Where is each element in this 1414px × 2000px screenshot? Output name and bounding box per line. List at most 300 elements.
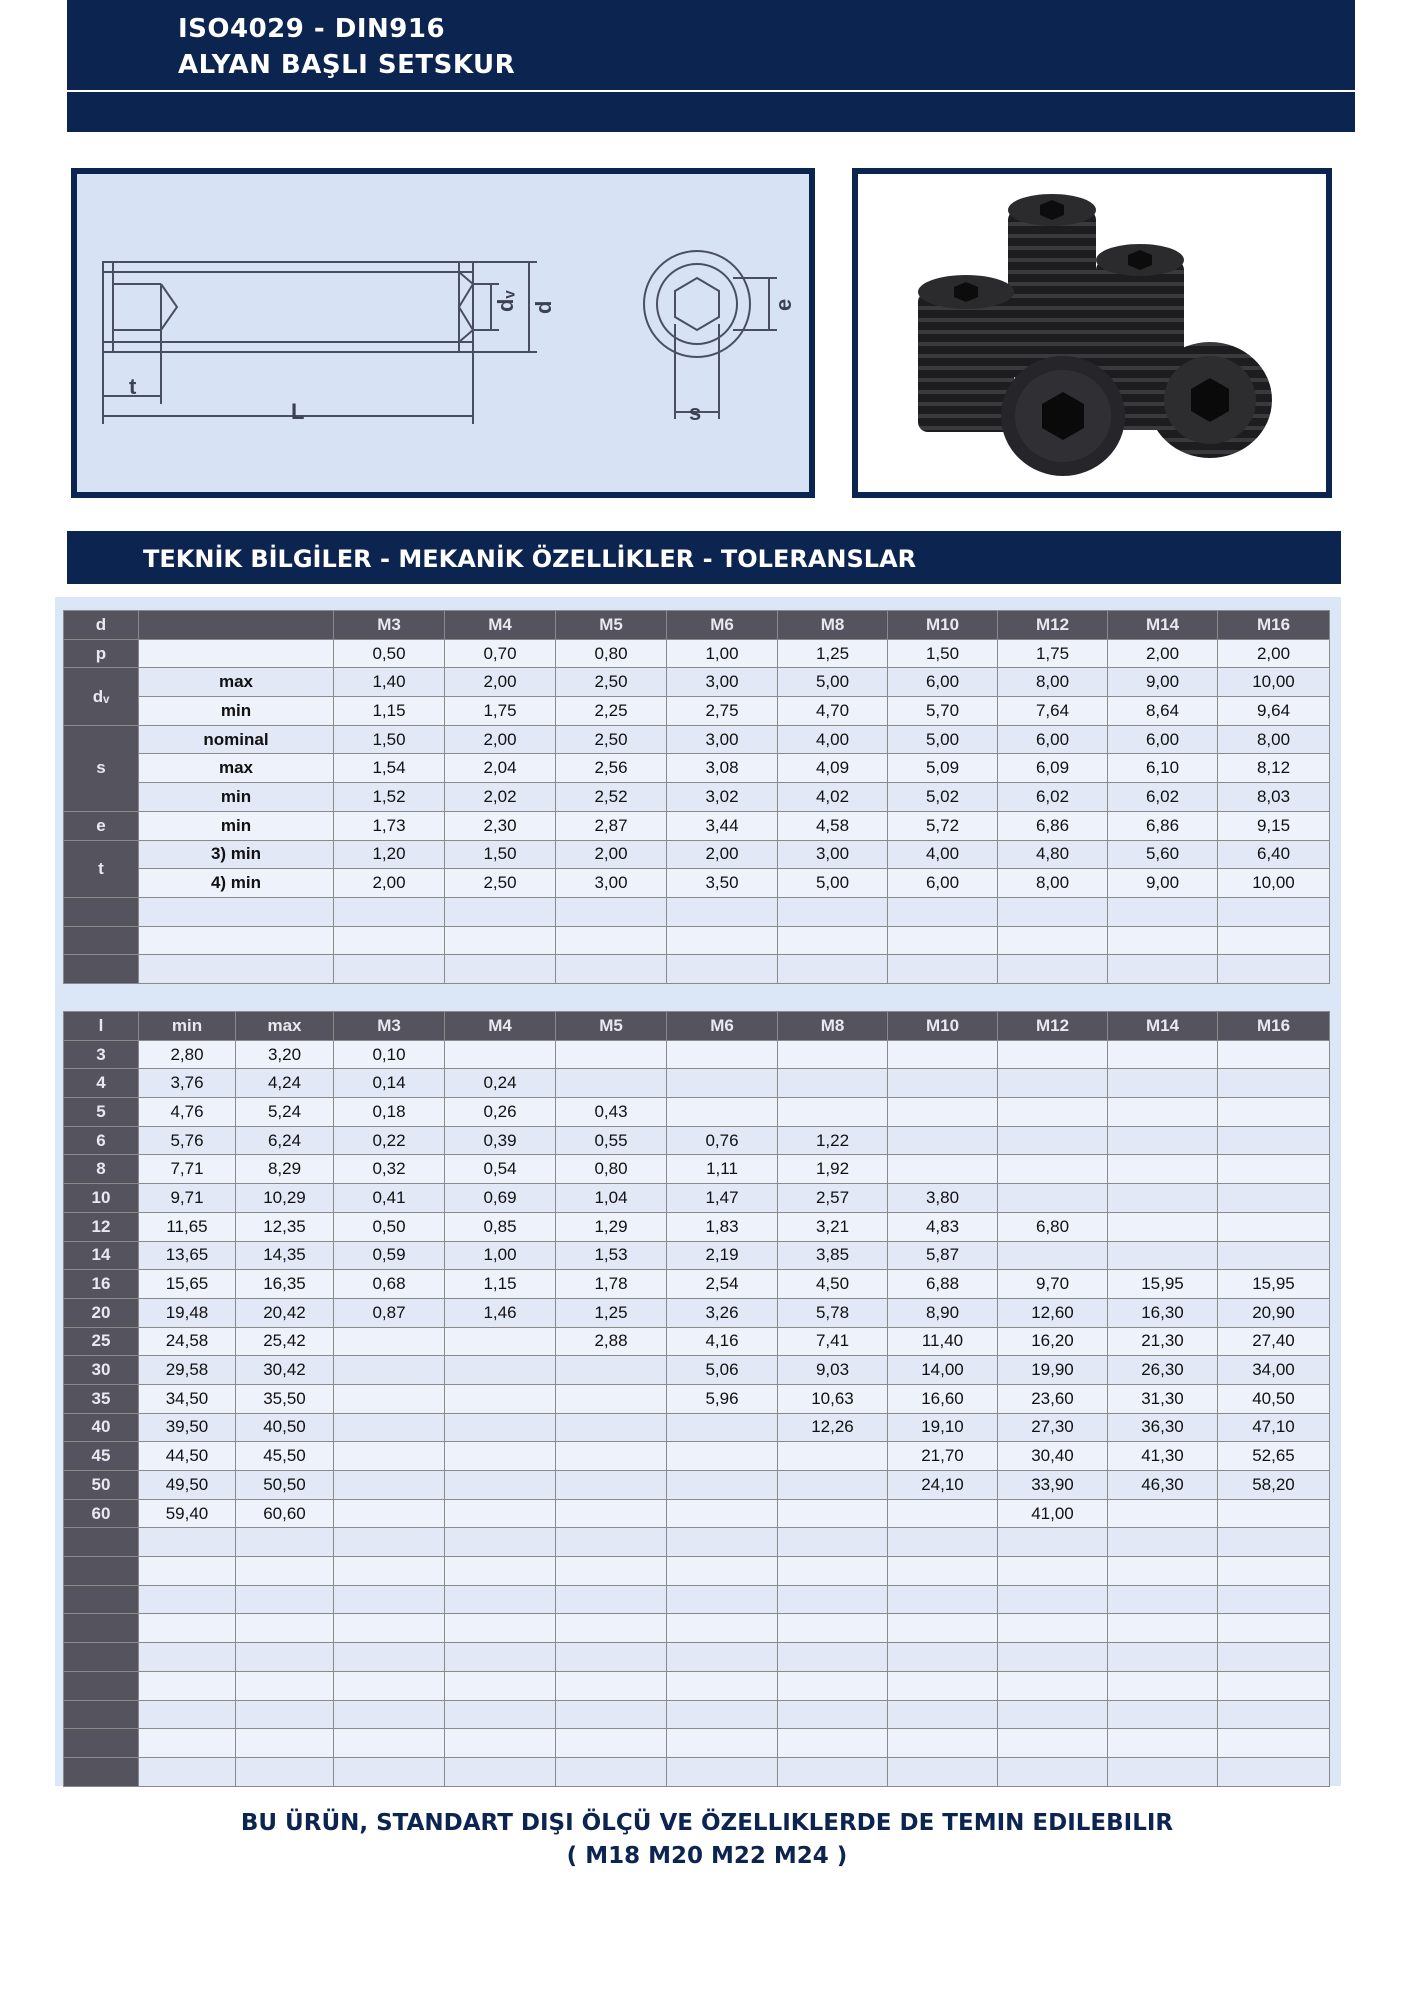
table-cell: 24,58: [139, 1327, 236, 1356]
table-cell: [778, 955, 888, 984]
table-cell: 19,48: [139, 1298, 236, 1327]
table-cell: 5,00: [888, 725, 998, 754]
header-cell: M8: [778, 1012, 888, 1041]
table-cell: 2,00: [556, 840, 667, 869]
table-cell: 21,30: [1108, 1327, 1218, 1356]
table-cell: 2,54: [667, 1270, 778, 1299]
table-cell: 0,39: [445, 1126, 556, 1155]
table-cell: 10,63: [778, 1384, 888, 1413]
table-cell: [998, 1585, 1108, 1614]
table-cell: 31,30: [1108, 1384, 1218, 1413]
table-cell: 5,70: [888, 697, 998, 726]
row-label: [64, 897, 139, 926]
table-cell: [1108, 1557, 1218, 1586]
table-cell: 11,65: [139, 1212, 236, 1241]
table-cell: [1218, 1757, 1330, 1786]
table-cell: [778, 897, 888, 926]
table-cell: 5,00: [778, 668, 888, 697]
table-cell: [998, 1614, 1108, 1643]
table-row-empty: [64, 1528, 1330, 1557]
table-cell: 0,76: [667, 1126, 778, 1155]
table-cell: 4,50: [778, 1270, 888, 1299]
table-cell: [139, 1671, 236, 1700]
row-label: 40: [64, 1413, 139, 1442]
table-header-row: [64, 611, 1330, 640]
row-label: [64, 1614, 139, 1643]
row-label: [64, 1671, 139, 1700]
table-cell: [667, 926, 778, 955]
table-row: [64, 1499, 1330, 1528]
table-cell: [1218, 1585, 1330, 1614]
table-cell: 2,75: [667, 697, 778, 726]
table-cell: 10,00: [1218, 668, 1330, 697]
row-sublabel: max: [139, 754, 334, 783]
table-cell: [667, 1040, 778, 1069]
table-cell: [445, 1528, 556, 1557]
table-cell: [334, 1471, 445, 1500]
table-cell: 41,00: [998, 1499, 1108, 1528]
table-row: [64, 1413, 1330, 1442]
table-cell: [1218, 1069, 1330, 1098]
table-cell: 3,50: [667, 869, 778, 898]
table-cell: [888, 1499, 998, 1528]
table-cell: [888, 1557, 998, 1586]
table-cell: 0,18: [334, 1098, 445, 1127]
table-cell: [1108, 1098, 1218, 1127]
table-cell: [445, 1614, 556, 1643]
set-screw-drawing: [77, 174, 809, 492]
table-cell: [334, 1528, 445, 1557]
header-divider: [67, 90, 1355, 92]
table-cell: [888, 1069, 998, 1098]
table-cell: [445, 1729, 556, 1758]
table-cell: [888, 1614, 998, 1643]
table-cell: [1108, 1528, 1218, 1557]
table-cell: 2,56: [556, 754, 667, 783]
table-cell: 39,50: [139, 1413, 236, 1442]
table-cell: 4,00: [778, 725, 888, 754]
table-cell: [445, 1327, 556, 1356]
table-cell: [998, 955, 1108, 984]
table-cell: 8,29: [236, 1155, 334, 1184]
table-cell: 1,46: [445, 1298, 556, 1327]
table-cell: 2,00: [667, 840, 778, 869]
table-cell: 16,30: [1108, 1298, 1218, 1327]
table-cell: 7,71: [139, 1155, 236, 1184]
table-row: [64, 1098, 1330, 1127]
page-title-line1: ISO4029 - DIN916: [178, 14, 446, 44]
table-row: [64, 639, 1330, 668]
table-cell: 21,70: [888, 1442, 998, 1471]
table-row: [64, 1327, 1330, 1356]
table-cell: [334, 926, 445, 955]
table-cell: 1,73: [334, 811, 445, 840]
table-cell: 2,52: [556, 783, 667, 812]
length-weight-table: [63, 1011, 1330, 1787]
table-cell: [334, 1757, 445, 1786]
table-cell: 30,42: [236, 1356, 334, 1385]
table-cell: 1,50: [445, 840, 556, 869]
table-cell: 7,41: [778, 1327, 888, 1356]
table-cell: 3,76: [139, 1069, 236, 1098]
label-t: t: [129, 374, 137, 399]
table-cell: [998, 897, 1108, 926]
table-cell: [1218, 1212, 1330, 1241]
table-cell: 3,00: [778, 840, 888, 869]
table-cell: [1108, 1212, 1218, 1241]
table-cell: [667, 1614, 778, 1643]
row-sublabel: 3) min: [139, 840, 334, 869]
header-cell: M3: [334, 611, 445, 640]
header-cell: M5: [556, 611, 667, 640]
table-cell: [888, 1528, 998, 1557]
row-sublabel: min: [139, 811, 334, 840]
table-cell: 12,60: [998, 1298, 1108, 1327]
table-cell: [1108, 1155, 1218, 1184]
row-label: 45: [64, 1442, 139, 1471]
table-cell: [667, 1471, 778, 1500]
table-cell: [139, 1585, 236, 1614]
table-cell: [998, 1069, 1108, 1098]
table-cell: 6,02: [998, 783, 1108, 812]
page-title-line2: ALYAN BAŞLI SETSKUR: [178, 50, 516, 80]
table-cell: 0,80: [556, 1155, 667, 1184]
table-row-empty: [64, 955, 1330, 984]
table-cell: 40,50: [236, 1413, 334, 1442]
table-cell: 20,90: [1218, 1298, 1330, 1327]
table-cell: 0,55: [556, 1126, 667, 1155]
table-cell: 14,00: [888, 1356, 998, 1385]
table-cell: 3,08: [667, 754, 778, 783]
table-cell: 0,54: [445, 1155, 556, 1184]
table-cell: [445, 1700, 556, 1729]
table-cell: 9,03: [778, 1356, 888, 1385]
row-label: t: [64, 840, 139, 897]
table-cell: [1108, 1069, 1218, 1098]
table-cell: 1,00: [667, 639, 778, 668]
table-cell: 0,87: [334, 1298, 445, 1327]
header-cell: [139, 611, 334, 640]
table-cell: [778, 1471, 888, 1500]
table-cell: [236, 1757, 334, 1786]
technical-drawing-panel: [71, 168, 815, 498]
table-cell: [445, 1557, 556, 1586]
row-label: 20: [64, 1298, 139, 1327]
table-cell: [556, 1384, 667, 1413]
table-cell: [778, 1499, 888, 1528]
table-cell: 9,00: [1108, 668, 1218, 697]
dimensions-table: [63, 610, 1330, 984]
table-cell: 6,09: [998, 754, 1108, 783]
table-cell: 2,25: [556, 697, 667, 726]
table-cell: 1,15: [334, 697, 445, 726]
table-row: [64, 1212, 1330, 1241]
label-s: s: [689, 400, 702, 425]
table-cell: 1,50: [334, 725, 445, 754]
table-cell: 8,64: [1108, 697, 1218, 726]
table-cell: 16,60: [888, 1384, 998, 1413]
table-cell: 47,10: [1218, 1413, 1330, 1442]
table-cell: [667, 1413, 778, 1442]
table-cell: 1,54: [334, 754, 445, 783]
table-cell: [888, 1585, 998, 1614]
table-cell: 12,26: [778, 1413, 888, 1442]
table-cell: 2,00: [445, 668, 556, 697]
table-cell: [139, 955, 334, 984]
table-cell: 3,85: [778, 1241, 888, 1270]
header-cell: M16: [1218, 1012, 1330, 1041]
table-cell: 6,86: [998, 811, 1108, 840]
table-cell: 8,00: [998, 668, 1108, 697]
table-cell: [556, 1471, 667, 1500]
table-cell: [445, 1442, 556, 1471]
table-row-empty: [64, 1643, 1330, 1672]
row-sublabel: max: [139, 668, 334, 697]
table-cell: [334, 1671, 445, 1700]
table-cell: 0,24: [445, 1069, 556, 1098]
table-cell: 27,40: [1218, 1327, 1330, 1356]
table-cell: [1108, 1499, 1218, 1528]
table-cell: 4,00: [888, 840, 998, 869]
table-cell: [1108, 1614, 1218, 1643]
table-cell: [445, 1384, 556, 1413]
table-cell: 5,09: [888, 754, 998, 783]
table-cell: [667, 1729, 778, 1758]
table-cell: 3,00: [667, 668, 778, 697]
table-cell: 1,52: [334, 783, 445, 812]
table-cell: 3,00: [556, 869, 667, 898]
label-L: L: [291, 399, 305, 424]
table-cell: [998, 1671, 1108, 1700]
table-cell: [334, 1499, 445, 1528]
table-cell: [667, 1069, 778, 1098]
table-cell: [667, 1700, 778, 1729]
table-row: [64, 1126, 1330, 1155]
table-cell: [556, 1671, 667, 1700]
table-cell: [334, 1729, 445, 1758]
row-label: p: [64, 639, 139, 668]
table-cell: 1,25: [556, 1298, 667, 1327]
table-cell: 2,00: [445, 725, 556, 754]
table-cell: [556, 1413, 667, 1442]
table-cell: [334, 1585, 445, 1614]
table-cell: 4,80: [998, 840, 1108, 869]
table-cell: [236, 1528, 334, 1557]
row-label: [64, 1700, 139, 1729]
table-cell: 40,50: [1218, 1384, 1330, 1413]
table-cell: 6,88: [888, 1270, 998, 1299]
header-cell: M5: [556, 1012, 667, 1041]
table-cell: [778, 1098, 888, 1127]
table-cell: [998, 926, 1108, 955]
table-cell: [1218, 1700, 1330, 1729]
row-label: [64, 955, 139, 984]
table-cell: 0,85: [445, 1212, 556, 1241]
table-cell: [1108, 1729, 1218, 1758]
table-cell: [888, 897, 998, 926]
row-label: [64, 1757, 139, 1786]
table-row: [64, 668, 1330, 697]
table-cell: 34,50: [139, 1384, 236, 1413]
table-cell: [778, 926, 888, 955]
header-cell: max: [236, 1012, 334, 1041]
table-row: [64, 1069, 1330, 1098]
row-label: 30: [64, 1356, 139, 1385]
row-label: 60: [64, 1499, 139, 1528]
table-cell: [445, 1356, 556, 1385]
table-cell: [1218, 1040, 1330, 1069]
table-cell: [1108, 1184, 1218, 1213]
table-cell: 0,10: [334, 1040, 445, 1069]
table-cell: [998, 1155, 1108, 1184]
table-cell: 14,35: [236, 1241, 334, 1270]
table-row: [64, 783, 1330, 812]
table-row-empty: [64, 1729, 1330, 1758]
table-cell: [1108, 1585, 1218, 1614]
table-cell: 6,02: [1108, 783, 1218, 812]
table-cell: [778, 1040, 888, 1069]
table-cell: 2,00: [334, 869, 445, 898]
table-cell: [1108, 897, 1218, 926]
table-cell: 5,87: [888, 1241, 998, 1270]
table-cell: [778, 1729, 888, 1758]
header-cell: M14: [1108, 611, 1218, 640]
table-cell: [998, 1757, 1108, 1786]
table-cell: [334, 1442, 445, 1471]
table-cell: [556, 1643, 667, 1672]
table-cell: [139, 926, 334, 955]
table-cell: [778, 1442, 888, 1471]
table-cell: [139, 1729, 236, 1758]
table-cell: [778, 1700, 888, 1729]
row-sublabel: nominal: [139, 725, 334, 754]
table-cell: [445, 897, 556, 926]
table-cell: 11,40: [888, 1327, 998, 1356]
table-cell: [556, 926, 667, 955]
table-cell: [1108, 1757, 1218, 1786]
table-cell: 6,00: [888, 668, 998, 697]
table-cell: [1218, 1614, 1330, 1643]
table-cell: 4,24: [236, 1069, 334, 1098]
table-cell: 1,75: [998, 639, 1108, 668]
label-d: d: [531, 300, 556, 314]
table-row: [64, 811, 1330, 840]
table-cell: [1218, 897, 1330, 926]
table-cell: 9,00: [1108, 869, 1218, 898]
table-cell: 10,00: [1218, 869, 1330, 898]
table-row: [64, 1471, 1330, 1500]
section-title-bar: [67, 531, 1341, 584]
table-cell: 0,50: [334, 1212, 445, 1241]
table-cell: 41,30: [1108, 1442, 1218, 1471]
table-row: [64, 754, 1330, 783]
table-cell: [888, 1757, 998, 1786]
row-label: e: [64, 811, 139, 840]
table-row-empty: [64, 1585, 1330, 1614]
table-cell: 4,16: [667, 1327, 778, 1356]
table-cell: [998, 1729, 1108, 1758]
table-cell: 5,02: [888, 783, 998, 812]
table-cell: 10,29: [236, 1184, 334, 1213]
table-cell: 44,50: [139, 1442, 236, 1471]
table-cell: 3,26: [667, 1298, 778, 1327]
table-cell: 2,50: [556, 668, 667, 697]
table-cell: 9,70: [998, 1270, 1108, 1299]
table-cell: 1,40: [334, 668, 445, 697]
table-row-empty: [64, 1557, 1330, 1586]
table-cell: 6,00: [888, 869, 998, 898]
table-cell: 6,80: [998, 1212, 1108, 1241]
table-header-row: [64, 1012, 1330, 1041]
row-label: [64, 1729, 139, 1758]
table-cell: [888, 926, 998, 955]
table-cell: [1218, 955, 1330, 984]
row-label: 12: [64, 1212, 139, 1241]
table-cell: 2,57: [778, 1184, 888, 1213]
table-cell: [556, 1040, 667, 1069]
table-cell: 33,90: [998, 1471, 1108, 1500]
table-cell: 2,02: [445, 783, 556, 812]
table-cell: [667, 1643, 778, 1672]
table-cell: 1,75: [445, 697, 556, 726]
table-cell: [998, 1700, 1108, 1729]
table-cell: [998, 1643, 1108, 1672]
table-cell: 19,90: [998, 1356, 1108, 1385]
table-cell: 24,10: [888, 1471, 998, 1500]
header-cell: d: [64, 611, 139, 640]
table-cell: [1218, 1499, 1330, 1528]
table-cell: 5,78: [778, 1298, 888, 1327]
row-label: 8: [64, 1155, 139, 1184]
table-cell: 3,02: [667, 783, 778, 812]
table-cell: 1,11: [667, 1155, 778, 1184]
table-row: [64, 1184, 1330, 1213]
table-cell: [667, 1585, 778, 1614]
table-cell: [556, 1557, 667, 1586]
table-cell: [139, 1757, 236, 1786]
table-cell: 59,40: [139, 1499, 236, 1528]
table-cell: [556, 1528, 667, 1557]
table-cell: [556, 1700, 667, 1729]
header-cell: M14: [1108, 1012, 1218, 1041]
table-cell: [139, 1557, 236, 1586]
table-cell: 2,00: [1108, 639, 1218, 668]
set-screws-photo: [858, 174, 1326, 492]
footer-sizes: ( M18 M20 M22 M24 ): [566, 1843, 848, 1869]
table-cell: 2,19: [667, 1241, 778, 1270]
table-cell: 3,21: [778, 1212, 888, 1241]
table-cell: 1,53: [556, 1241, 667, 1270]
row-label: 14: [64, 1241, 139, 1270]
table-cell: [888, 1098, 998, 1127]
table-cell: 5,96: [667, 1384, 778, 1413]
row-label: 6: [64, 1126, 139, 1155]
page-header: [67, 0, 1355, 132]
table-cell: 1,78: [556, 1270, 667, 1299]
table-cell: [888, 1671, 998, 1700]
table-cell: [334, 1327, 445, 1356]
table-cell: 4,70: [778, 697, 888, 726]
header-cell: M8: [778, 611, 888, 640]
table-cell: [1108, 926, 1218, 955]
table-cell: 3,00: [667, 725, 778, 754]
table-cell: 4,58: [778, 811, 888, 840]
table-cell: 3,80: [888, 1184, 998, 1213]
table-row-empty: [64, 926, 1330, 955]
table-cell: 4,76: [139, 1098, 236, 1127]
table-cell: [334, 1614, 445, 1643]
table-cell: 6,86: [1108, 811, 1218, 840]
